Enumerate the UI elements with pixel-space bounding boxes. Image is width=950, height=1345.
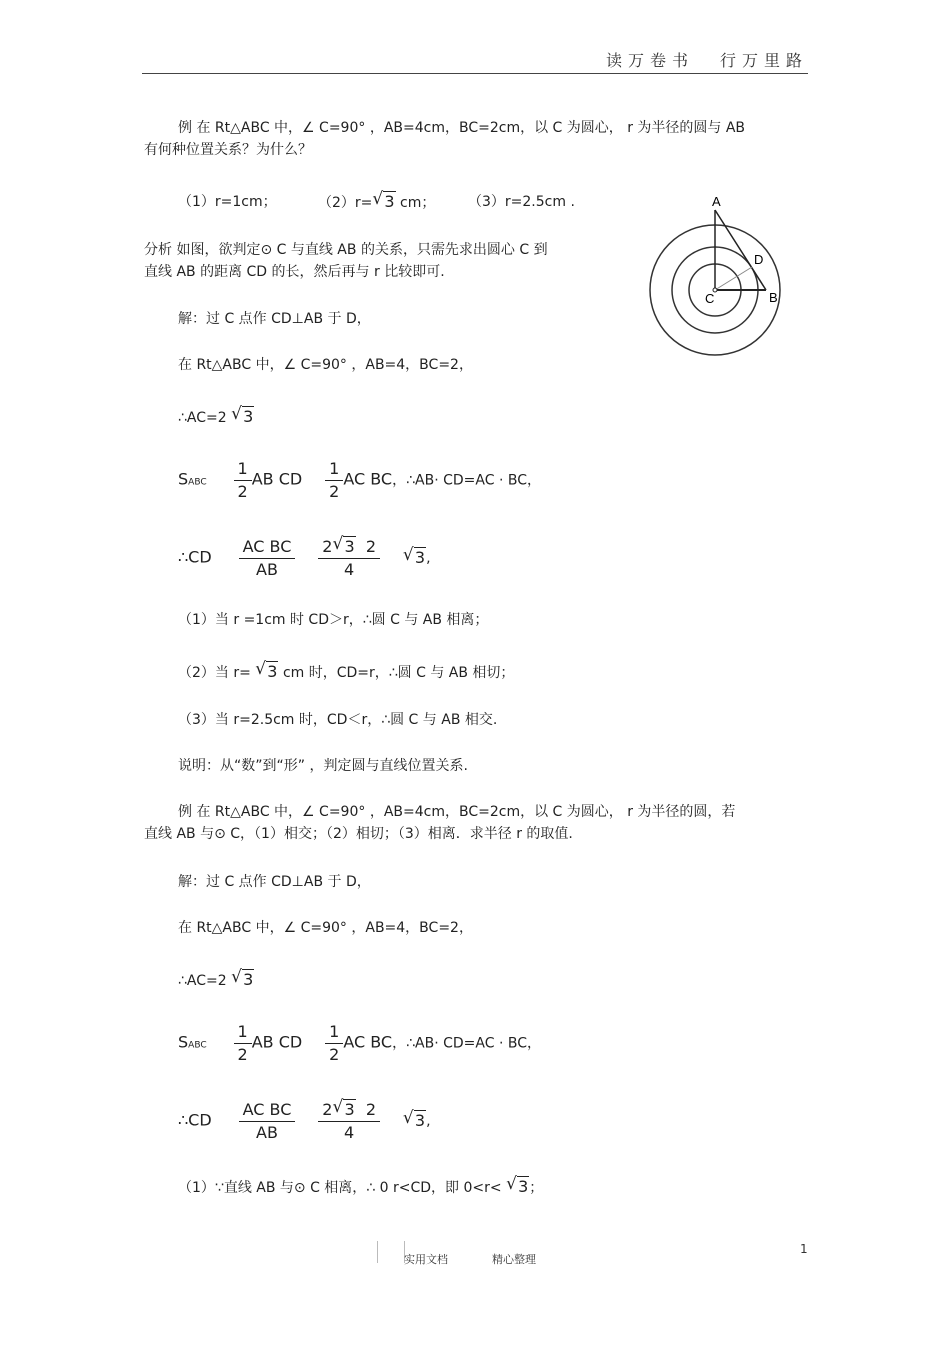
header-rule bbox=[142, 73, 808, 74]
concentric-circles-figure bbox=[645, 190, 795, 365]
ex2-last-line: （1）∵直线 AB 与⊙ C 相离，∴ 0 r<CD，即 0<r< √ 3； bbox=[178, 1174, 544, 1196]
sqrt-symbol: √ 3 bbox=[506, 1174, 529, 1196]
cd-label: ∴CD bbox=[178, 547, 212, 567]
sqrt-symbol: √ 3 bbox=[231, 967, 254, 989]
segment-cd bbox=[715, 267, 752, 290]
half-fraction: $\frac{1}{2}$ bbox=[234, 458, 252, 503]
sol1-ac bbox=[178, 406, 254, 429]
side-ab bbox=[715, 210, 766, 290]
case2: （2）当 r= √ 3 cm 时，CD=r，∴圆 C 与 AB 相切； bbox=[178, 659, 515, 681]
case1: （1）当 r =1cm 时 CD＞r，∴圆 C 与 AB 相离； bbox=[178, 612, 489, 628]
sol2-step1: 解：过 C 点作 CD⊥AB 于 D， bbox=[178, 874, 371, 890]
ex1-line2: 有何种位置关系？为什么？ bbox=[144, 142, 312, 158]
sol1-step2: 在 Rt△ABC 中，∠ C=90° ，AB=4，BC=2， bbox=[178, 357, 473, 373]
sol1-step1: 解：过 C 点作 CD⊥AB 于 D， bbox=[178, 311, 371, 327]
sol2-step2: 在 Rt△ABC 中，∠ C=90° ，AB=4，BC=2， bbox=[178, 920, 473, 936]
sqrt-symbol: √ 3 bbox=[402, 544, 426, 567]
sqrt-symbol: √ 3 bbox=[372, 189, 395, 211]
ex1-option3: （3）r=2.5cm . bbox=[468, 194, 575, 210]
ab-cd-text: AB CD bbox=[251, 469, 303, 489]
ex1-option2-post: cm； bbox=[400, 195, 436, 211]
analysis-line1: 分析 如图，欲判定⊙ C 与直线 AB 的关系，只需先求出圆心 C 到 bbox=[144, 242, 548, 258]
note: 说明：从“数”到“形” ，判定圆与直线位置关系. bbox=[178, 758, 468, 774]
sqrt-symbol: √ 3 bbox=[402, 1107, 426, 1130]
case3: （3）当 r=2.5cm 时，CD＜r，∴圆 C 与 AB 相交. bbox=[178, 712, 498, 728]
analysis-line2: 直线 AB 的距离 CD 的长，然后再与 r 比较即可. bbox=[144, 264, 445, 280]
ex1-option2-pre: （2）r= bbox=[318, 195, 373, 211]
sol2-area-formula: SABC $\frac{1}{2}$ AB CD $\frac{1}{2}$ AC BC，∴AB· CD=AC · BC， bbox=[178, 1022, 541, 1064]
sqrt-value: 3 bbox=[243, 407, 254, 426]
footer-left: 实用文档 bbox=[404, 1253, 448, 1266]
ac-bc-text: AC BC bbox=[343, 469, 393, 489]
page-header bbox=[606, 48, 808, 71]
sol1-cd-formula: ∴CD $\frac{\text{AC BC}}{AB}$ 2 √ 3 2 4 √ 3, bbox=[178, 534, 431, 579]
value-fraction: 2 √ 3 2 4 bbox=[318, 1099, 380, 1144]
sol2-ac: ∴AC=2 √ 3 bbox=[178, 967, 254, 989]
sqrt-symbol: √ 3 bbox=[332, 534, 355, 556]
s-label: S bbox=[178, 469, 189, 489]
ex2-line1: 例 在 Rt△ABC 中，∠ C=90° ，AB=4cm，BC=2cm，以 C 为圆心， r 为半径的圆，若 bbox=[178, 804, 736, 820]
cd-fraction: $\frac{\text{AC BC}}{AB}$ bbox=[239, 536, 296, 581]
half-fraction: $\frac{1}{2}$ bbox=[325, 1021, 343, 1066]
page-number: 1 bbox=[800, 1242, 808, 1256]
s-subscript: ABC bbox=[188, 477, 207, 488]
ex1-option2 bbox=[318, 191, 435, 214]
sqrt-symbol: √ 3 bbox=[255, 659, 278, 681]
label-a: A bbox=[712, 194, 721, 209]
ex1-option1: （1）r=1cm； bbox=[178, 194, 277, 210]
area-tail: ，∴AB· CD=AC · BC， bbox=[392, 472, 541, 489]
half-fraction: $\frac{1}{2}$ bbox=[325, 458, 343, 503]
label-d: D bbox=[754, 252, 764, 267]
sol2-cd-formula: ∴CD $\frac{\text{AC BC}}{AB}$ 2 √ 3 2 4 √ 3, bbox=[178, 1097, 431, 1142]
header-right: 行万里路 bbox=[719, 51, 808, 70]
cd-fraction: $\frac{\text{AC BC}}{AB}$ bbox=[239, 1099, 296, 1144]
value-fraction: 2 √ 3 2 4 bbox=[318, 536, 380, 581]
label-b: B bbox=[769, 290, 778, 305]
half-fraction: $\frac{1}{2}$ bbox=[234, 1021, 252, 1066]
label-c: C bbox=[705, 291, 715, 306]
ac-text: ∴AC=2 bbox=[178, 410, 227, 426]
sqrt-symbol: √ 3 bbox=[231, 404, 254, 426]
sol1-area-formula bbox=[178, 458, 541, 503]
footer-right: 精心整理 bbox=[492, 1253, 536, 1266]
header-left: 读万卷书 bbox=[605, 51, 694, 70]
footer-divider bbox=[377, 1241, 378, 1263]
ex2-line2: 直线 AB 与⊙ C，（1）相交；（2）相切；（3）相离．求半径 r 的取值. bbox=[144, 826, 573, 842]
ex1-line1: 例 在 Rt△ABC 中，∠ C=90° ，AB=4cm，BC=2cm，以 C 为圆心， r 为半径的圆与 AB bbox=[178, 120, 746, 136]
sqrt-symbol: √ 3 bbox=[332, 1097, 355, 1119]
sqrt-value: 3 bbox=[384, 192, 395, 211]
